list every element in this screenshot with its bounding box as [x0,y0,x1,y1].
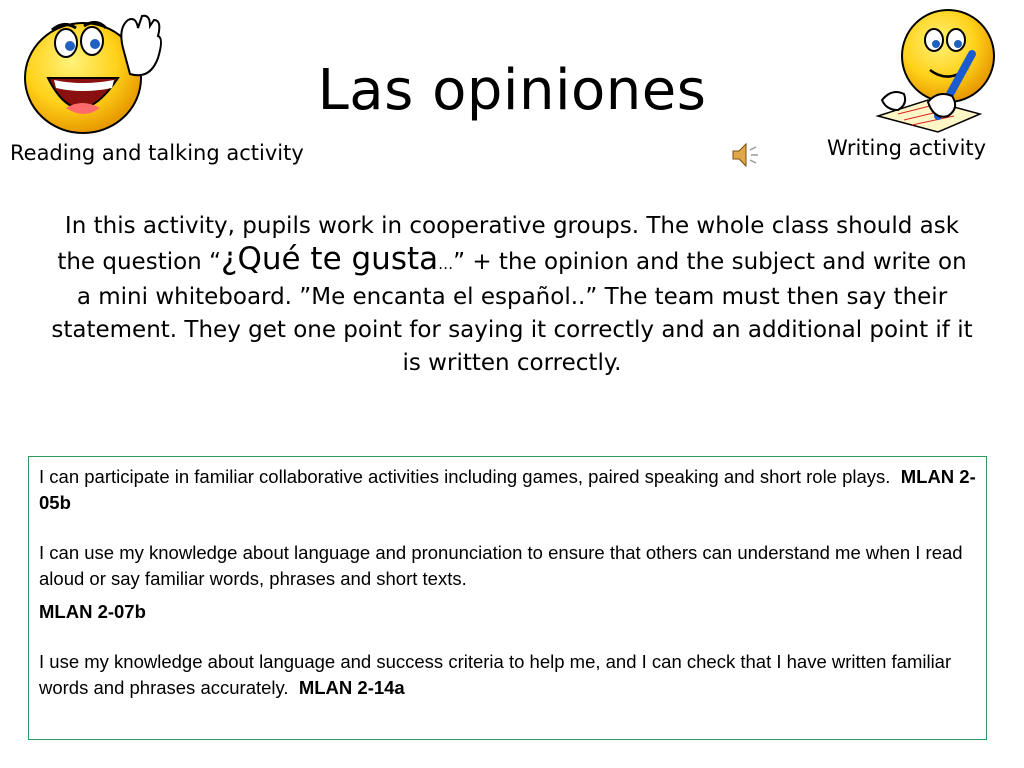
smiley-writing-icon [868,4,1008,136]
outcome-text: I can use my knowledge about language and pronunciation to ensure that others can understand me when I read aloud or say familiar words, phrases and short texts. [39,542,963,589]
outcome-item [39,540,976,592]
outcome-code: MLAN 2-05b [39,466,976,513]
intro-question: ¿Qué te gusta [220,241,439,277]
intro-ellipsis: … [438,255,454,273]
outcome-code: MLAN 2-14a [298,677,405,698]
intro-text-part2: ” + the opinion and the subject and write on a mini whiteboard. ”Me encanta el español..” The team must then say their statement. They get one point for saying it correctly and an additional point if it is written correctly. [51,249,973,376]
activity-description [48,210,976,380]
intro-text-part1: In this activity, pupils work in cooperative groups. The whole class should ask the question “ [57,213,960,275]
page-title: Las opiniones [317,58,707,123]
outcome-text: I can participate in familiar collaborative activities including games, paired speaking and short role plays. [39,466,901,487]
reading-activity-label: Reading and talking activity [10,141,304,165]
outcome-item [39,649,976,701]
learning-outcomes-box [28,456,987,740]
outcome-item [39,464,976,516]
speaker-icon[interactable] [730,140,760,170]
outcome-item [39,599,976,625]
outcome-text: I use my knowledge about language and success criteria to help me, and I can check that I have written familiar words and phrases accurately. [39,651,952,698]
outcome-code: MLAN 2-07b [39,601,146,622]
writing-activity-label: Writing activity [827,136,987,160]
